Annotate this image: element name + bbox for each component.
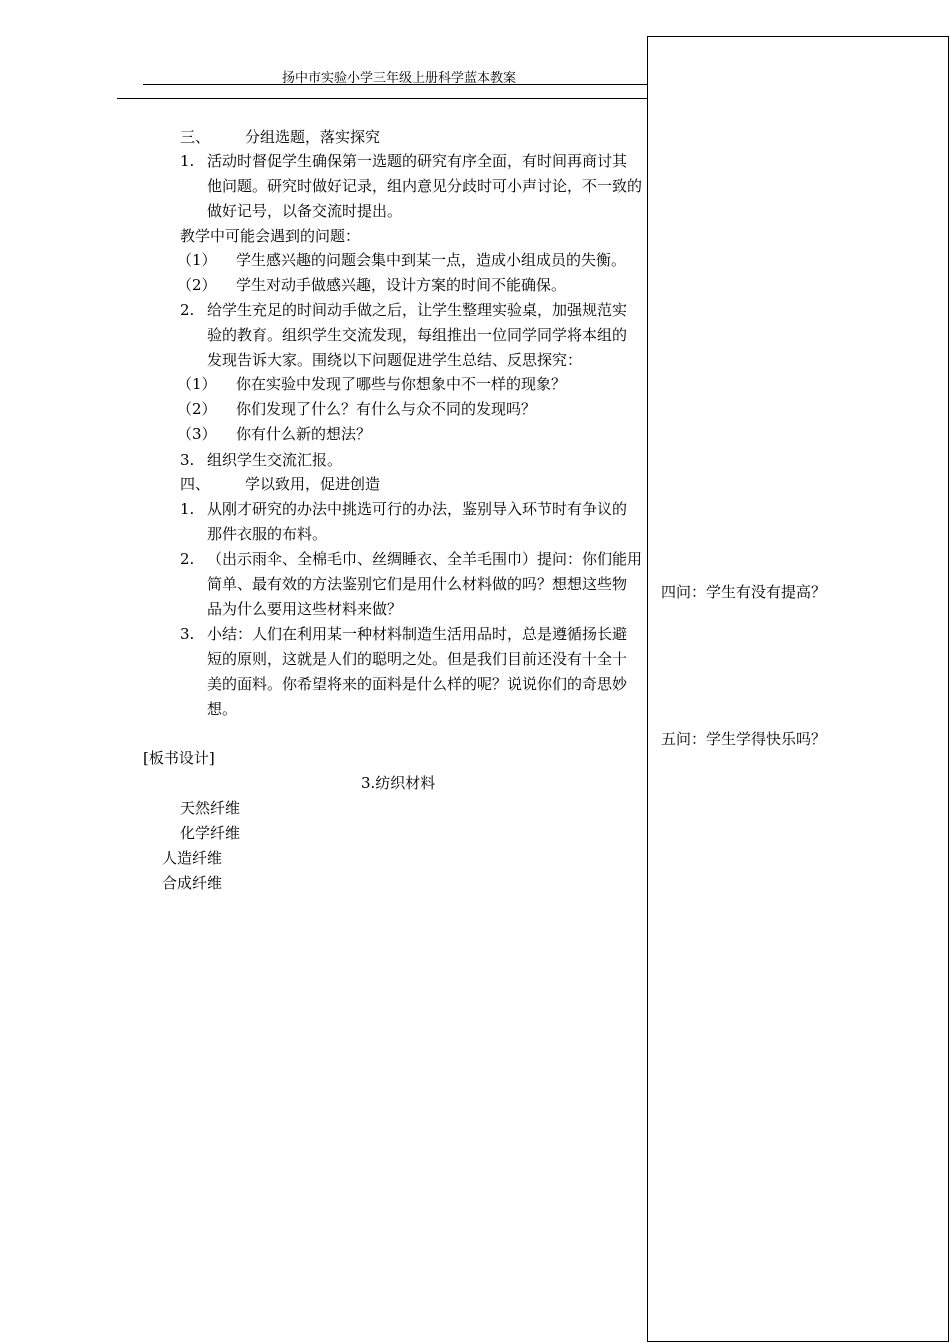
page-header-title: 扬中市实验小学三年级上册科学蓝本教案 [282,71,517,86]
board-title: 3.纺织材料 [361,774,436,792]
board-natural-fiber: 天然纤维 [180,799,241,817]
apply-2-line-3: 品为什么要用这些材料来做？ [207,600,403,618]
question-1-number: （1） [177,375,217,393]
reflection-note-5: 五问：学生学得快乐吗？ [661,730,827,748]
section-3-title: 分组选题，落实探究 [245,128,381,146]
problem-2-number: （2） [177,276,217,294]
problem-1-number: （1） [177,251,217,269]
apply-3-line-3: 美的面料。你希望将来的面料是什么样的呢？说说你们的奇思妙 [207,675,628,693]
item-2-line-3: 发现告诉大家。围绕以下问题促进学生总结、反思探究： [207,351,583,369]
apply-3-line-4: 想。 [207,700,238,718]
section-4-title: 学以致用，促进创造 [245,475,381,493]
apply-1-number: 1. [180,500,195,518]
item-2-line-1: 给学生充足的时间动手做之后，让学生整理实验桌，加强规范实 [207,301,628,319]
section-3-marker: 三、 [180,128,211,146]
section-4-marker: 四、 [180,475,211,493]
item-3-number: 3. [180,451,195,469]
apply-1-line-2: 那件衣服的布料。 [207,525,328,543]
reflection-column [647,36,949,1342]
question-2-text: 你们发现了什么？有什么与众不同的发现吗？ [236,400,537,418]
apply-2-line-1: （出示雨伞、全棉毛巾、丝绸睡衣、全羊毛围巾）提问：你们能用 [207,550,643,568]
apply-3-line-1: 小结：人们在利用某一种材料制造生活用品时，总是遵循扬长避 [207,625,628,643]
question-2-number: （2） [177,400,217,418]
item-1-line-2: 他问题。研究时做好记录，组内意见分歧时可小声讨论，不一致的 [207,177,643,195]
item-2-number: 2. [180,301,195,319]
item-1-number: 1. [180,152,195,170]
board-artificial-fiber: 人造纤维 [162,849,223,867]
reflection-note-4: 四问：学生有没有提高？ [661,583,827,601]
board-design-label: [板书设计] [143,749,215,767]
problem-1-text: 学生感兴趣的问题会集中到某一点，造成小组成员的失衡。 [236,251,627,269]
apply-3-line-2: 短的原则，这就是人们的聪明之处。但是我们目前还没有十全十 [207,650,628,668]
question-3-number: （3） [177,425,217,443]
question-3-text: 你有什么新的想法？ [236,425,372,443]
item-3-text: 组织学生交流汇报。 [207,451,343,469]
apply-1-line-1: 从刚才研究的办法中挑选可行的办法，鉴别导入环节时有争议的 [207,500,628,518]
problem-2-text: 学生对动手做感兴趣，设计方案的时间不能确保。 [236,276,567,294]
apply-3-number: 3. [180,625,195,643]
apply-2-line-2: 简单、最有效的方法鉴别它们是用什么材料做的吗？想想这些物 [207,575,628,593]
board-chemical-fiber: 化学纤维 [180,824,241,842]
question-1-text: 你在实验中发现了哪些与你想象中不一样的现象？ [236,375,567,393]
item-1-line-1: 活动时督促学生确保第一选题的研究有序全面，有时间再商讨其 [207,152,628,170]
board-synthetic-fiber: 合成纤维 [162,874,223,892]
apply-2-number: 2. [180,550,195,568]
problems-title: 教学中可能会遇到的问题： [180,227,361,245]
item-1-line-3: 做好记号，以备交流时提出。 [207,202,403,220]
item-2-line-2: 验的教育。组织学生交流发现，每组推出一位同学同学将本组的 [207,326,628,344]
